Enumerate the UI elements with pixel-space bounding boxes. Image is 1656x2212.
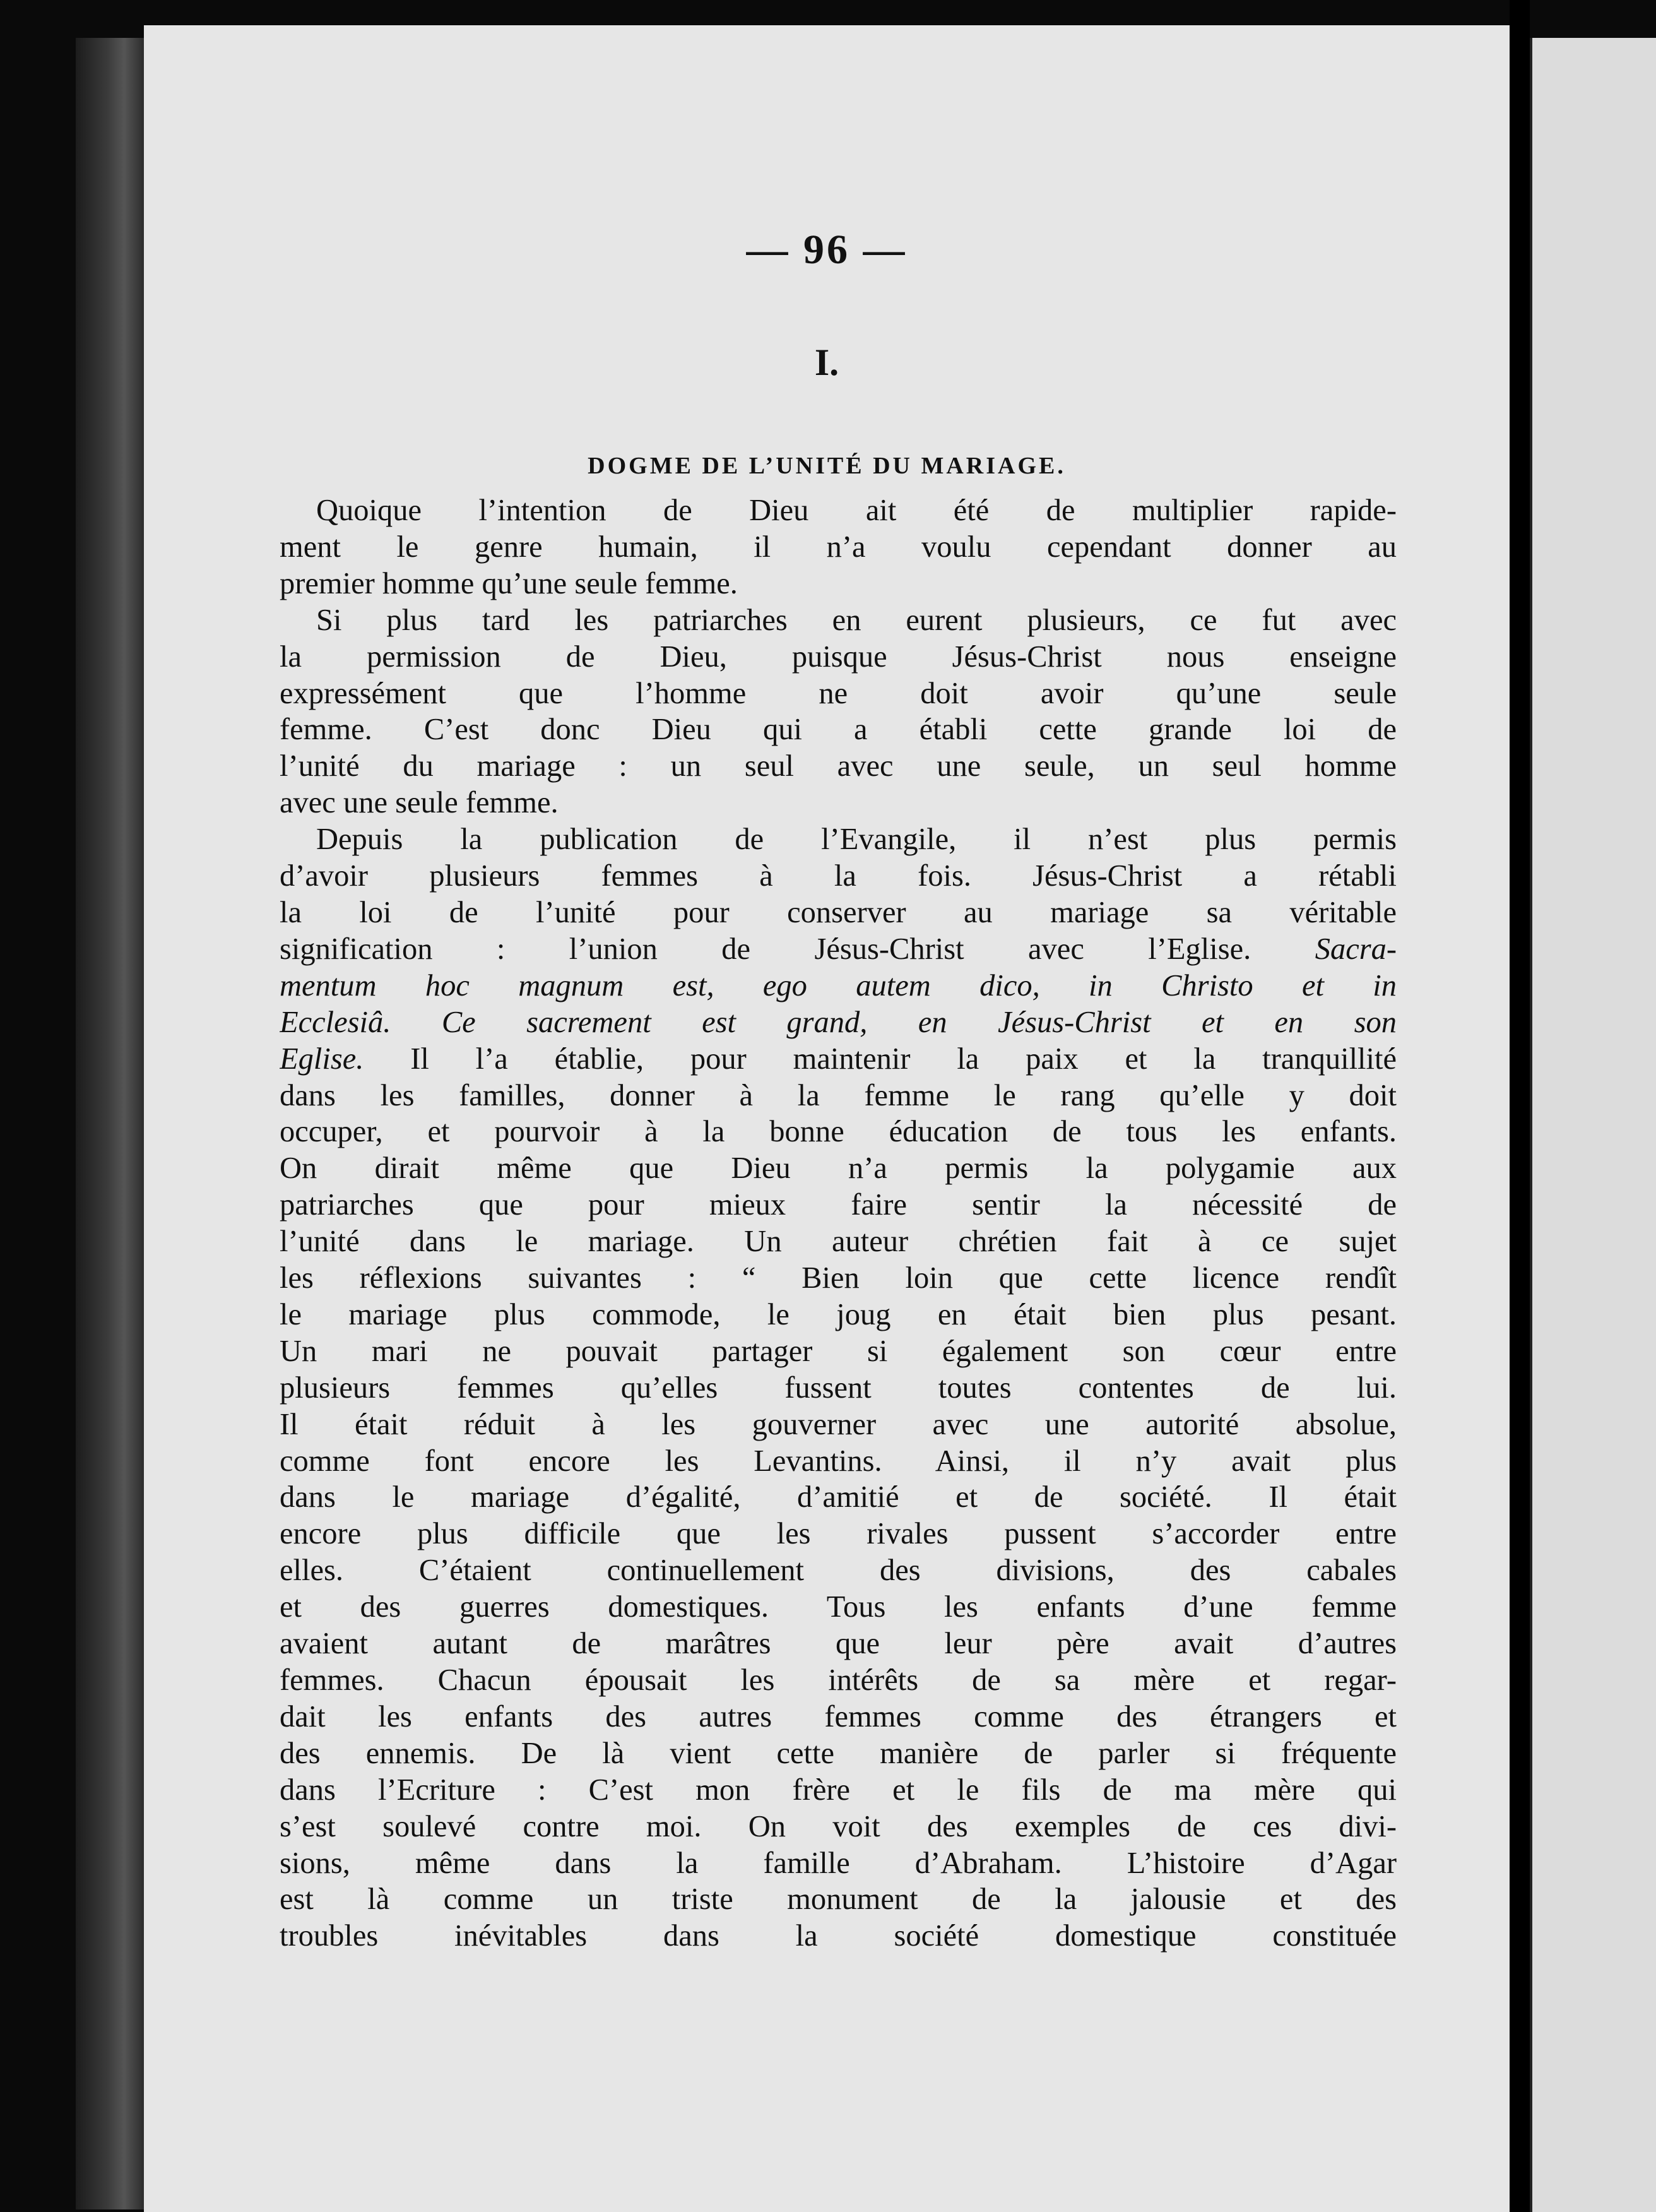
text-line-mixed (280, 931, 1397, 968)
text-line: occuper, et pourvoir à la bonne éducation de tous les enfants. (280, 1115, 1397, 1149)
text-line: des ennemis. De là vient cette manière de parler si fréquente (280, 1736, 1397, 1770)
text-line: dait les enfants des autres femmes comme des étrangers et (280, 1699, 1397, 1733)
text-line: avaient autant de marâtres que leur père avait d’autres (280, 1627, 1397, 1661)
text-line: premier homme qu’une seule femme. (280, 566, 738, 600)
latin-quote-segment: Eglise. (280, 1042, 364, 1076)
text-line: l’unité dans le mariage. Un auteur chrétien fait à ce sujet (280, 1225, 1397, 1259)
text-line: Si plus tard les patriarches en eurent plusieurs, ce fut avec (316, 603, 1397, 637)
latin-quote-line: mentum hoc magnum est, ego autem dico, in Christo et in (280, 968, 1397, 1002)
text-line: s’est soulevé contre moi. On voit des exemples de ces divi- (280, 1809, 1397, 1843)
text-line: sions, même dans la famille d’Abraham. L’histoire d’Agar (280, 1846, 1397, 1880)
text-line: plusieurs femmes qu’elles fussent toutes contentes de lui. (280, 1371, 1397, 1405)
text-line: la loi de l’unité pour conserver au mariage sa véritable (280, 895, 1397, 929)
scan-binding-shadow (76, 38, 145, 2209)
text-line: Quoique l’intention de Dieu ait été de multiplier rapide- (316, 494, 1397, 527)
text-line: le mariage plus commode, le joug en était bien plus pesant. (280, 1297, 1397, 1331)
text-line: expressément que l’homme ne doit avoir qu’une seule (280, 676, 1397, 710)
text-segment: Il l’a établie, pour maintenir la paix et la tranquillité (410, 1042, 1397, 1076)
text-line: dans le mariage d’égalité, d’amitié et de société. Il était (280, 1480, 1397, 1514)
text-line: femmes. Chacun épousait les intérêts de sa mère et regar- (280, 1663, 1397, 1697)
text-line: femme. C’est donc Dieu qui a établi cette grande loi de (280, 713, 1397, 747)
text-line: patriarches que pour mieux faire sentir la nécessité de (280, 1188, 1397, 1222)
text-line: On dirait même que Dieu n’a permis la polygamie aux (280, 1151, 1397, 1186)
text-line: troubles inévitables dans la société domestique constituée (280, 1919, 1397, 1953)
text-line: la permission de Dieu, puisque Jésus-Christ nous enseigne (280, 639, 1397, 674)
text-line-mixed (280, 1041, 1397, 1078)
page-number: — 96 — (746, 227, 908, 273)
text-line: est là comme un triste monument de la jalousie et des (280, 1882, 1397, 1917)
text-line: d’avoir plusieurs femmes à la fois. Jésus-Christ a rétabli (280, 859, 1397, 893)
section-numeral: I. (814, 342, 839, 383)
text-line: encore plus difficile que les rivales pussent s’accorder entre (280, 1517, 1397, 1551)
book-gutter (1510, 0, 1530, 2212)
text-line: ment le genre humain, il n’a voulu cependant donner au (280, 530, 1397, 564)
text-line: elles. C’étaient continuellement des divisions, des cabales (280, 1554, 1397, 1588)
text-segment: signification : l’union de Jésus-Christ avec l’Eglise. (280, 932, 1251, 966)
latin-quote-segment: Sacra- (1315, 932, 1397, 966)
text-line: et des guerres domestiques. Tous les enfants d’une femme (280, 1590, 1397, 1624)
text-line: dans l’Ecriture : C’est mon frère et le fils de ma mère qui (280, 1773, 1397, 1807)
chapter-title: DOGME DE L’UNITÉ DU MARIAGE. (588, 453, 1066, 479)
text-line: l’unité du mariage : un seul avec une seule, un seul homme (280, 749, 1397, 783)
text-line: dans les familles, donner à la femme le rang qu’elle y doit (280, 1078, 1397, 1112)
text-line: comme font encore les Levantins. Ainsi, il n’y avait plus (280, 1444, 1397, 1478)
text-line: les réflexions suivantes : “ Bien loin que cette licence rendît (280, 1261, 1397, 1295)
facing-page-edge (1530, 38, 1656, 2212)
latin-quote-line: Ecclesiâ. Ce sacrement est grand, en Jésus-Christ et en son (280, 1005, 1397, 1039)
text-line: Il était réduit à les gouverner avec une autorité absolue, (280, 1407, 1397, 1441)
text-line: avec une seule femme. (280, 786, 559, 820)
body-text (280, 492, 1397, 1954)
text-line: Depuis la publication de l’Evangile, il n’est plus permis (316, 823, 1397, 857)
text-line: Un mari ne pouvait partager si également son cœur entre (280, 1334, 1397, 1368)
